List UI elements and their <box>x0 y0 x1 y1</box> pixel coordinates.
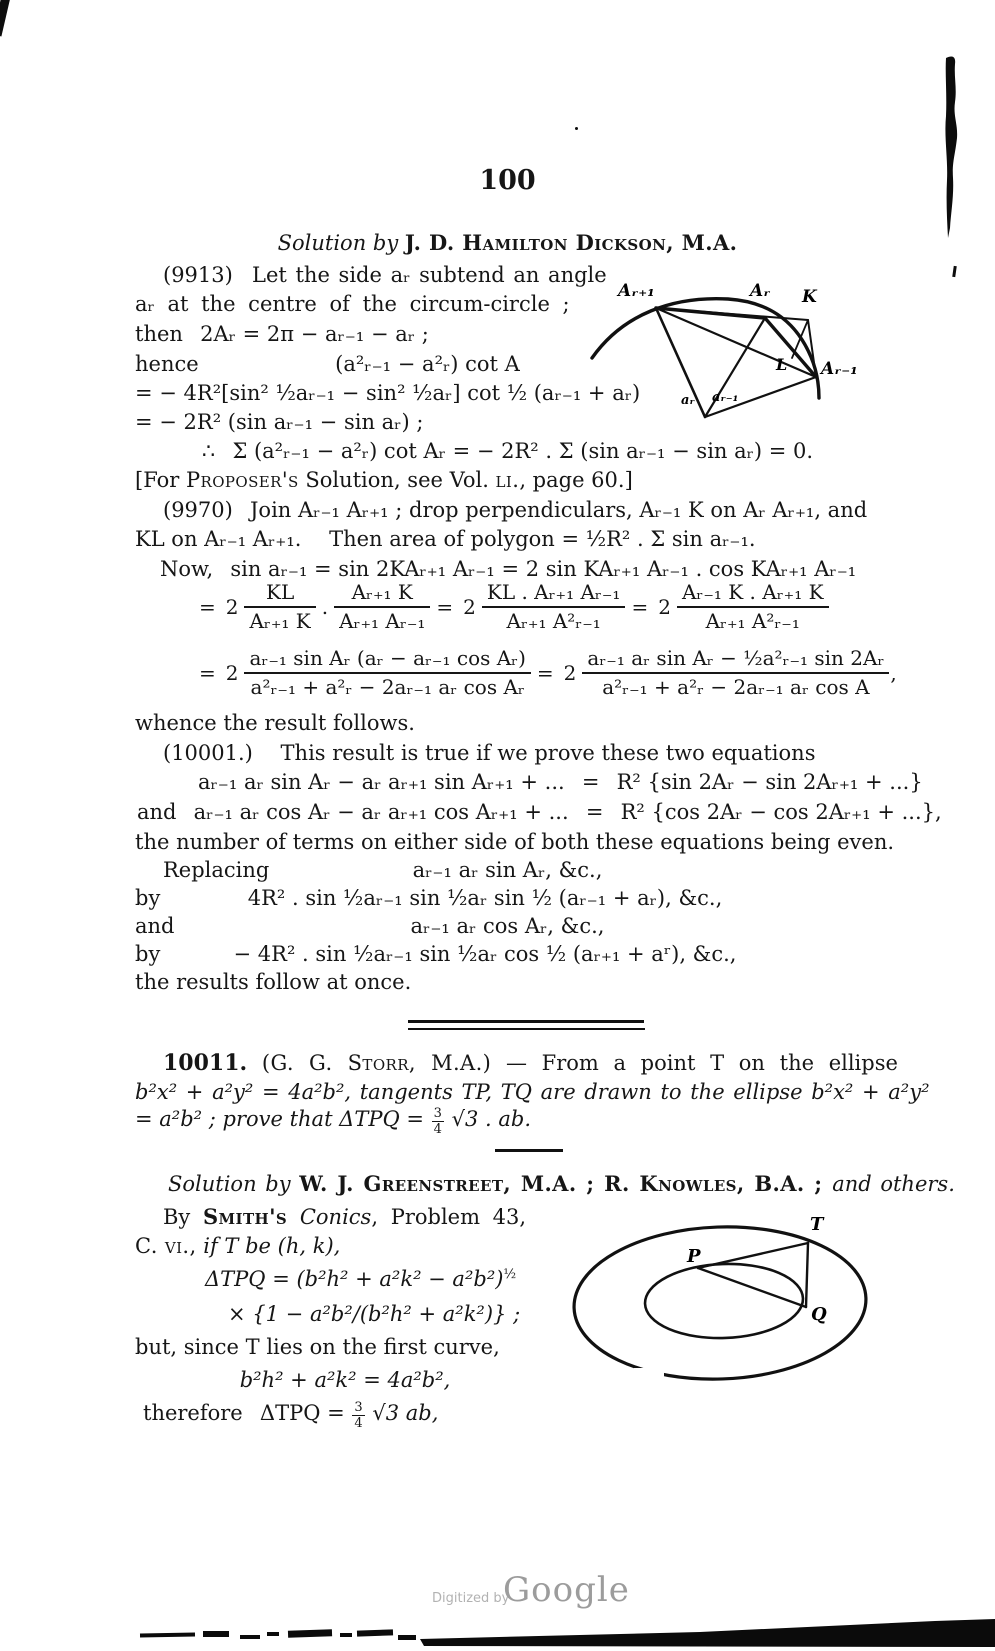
p1-post: , Problem 43, <box>371 1205 527 1229</box>
math-line: = − 2R² (sin aᵣ₋₁ − sin aᵣ) ; <box>135 410 424 434</box>
eq1-base: ΔTPQ = (b²h² + a²k² − a²b²) <box>205 1267 504 1291</box>
digitized-by-label: Digitized by <box>432 1591 510 1606</box>
ref-pre: [For <box>135 468 186 492</box>
math-row-hence <box>135 351 590 379</box>
vertex-label-a-r-plus-1: Aᵣ₊₁ <box>618 281 655 301</box>
fraction <box>244 581 315 633</box>
text-line: KL on Aᵣ₋₁ Aᵣ₊₁. Then area of polygon = ½R² . Σ sin aᵣ₋₁. <box>135 527 756 551</box>
math-line: = − 4R²[sin² ½aᵣ₋₁ − sin² ½aᵣ] cot ½ (aᵣ₋₁ + aᵣ) <box>135 381 641 405</box>
outer-ellipse <box>571 1222 868 1384</box>
math-line-conclusion: ∴ Σ (a²ᵣ₋₁ − a²ᵣ) cot Aᵣ = − 2R² . Σ (sin aᵣ₋₁ − sin aᵣ) = 0. <box>201 439 814 463</box>
vertex-label-k: K <box>802 287 817 307</box>
math-line: × {1 − a²b²/(b²h² + a²k²)} ; <box>228 1302 521 1326</box>
p4-pre: therefore ΔTPQ = <box>143 1401 352 1425</box>
byline-prefix: Solution by <box>168 1172 300 1196</box>
ref-mid: Solution, see Vol. <box>298 468 496 492</box>
vertex-label-l: L <box>776 355 788 374</box>
google-wordmark: Google <box>503 1570 630 1610</box>
byline-others: and others. <box>832 1172 955 1196</box>
replace-row-1 <box>135 857 880 885</box>
fraction <box>582 647 889 699</box>
tangent-t-q <box>806 1243 808 1307</box>
text-line <box>163 1204 526 1230</box>
line-k-l <box>792 320 808 358</box>
numerator: Aᵣ₊₁ K <box>351 580 413 604</box>
speck-artifact <box>575 127 578 130</box>
math-line <box>205 1266 516 1292</box>
point-label-t: T <box>810 1214 824 1235</box>
denominator: Aᵣ₊₁ Aᵣ₋₁ <box>334 606 430 633</box>
eq-pre: = a²b² ; prove that ΔTPQ = <box>135 1107 431 1131</box>
text-line: but, since T lies on the first curve, <box>135 1335 500 1359</box>
ink-streak-artifact <box>936 52 968 247</box>
double-rule-divider-bottom <box>408 1028 645 1031</box>
fraction <box>677 581 829 633</box>
fraction <box>334 581 430 633</box>
corner-mark-artifact <box>0 0 10 36</box>
scan-bar-artifact <box>0 1606 995 1651</box>
problem-heading <box>163 1050 898 1078</box>
row-math: 4R² . sin ½aᵣ₋₁ sin ½aᵣ sin ½ (aᵣ₋₁ + aᵣ), &c., <box>247 886 723 910</box>
point-label-q: Q <box>811 1304 827 1325</box>
row-math: − 4R² . sin ½aᵣ₋₁ sin ½aᵣ cos ½ (aᵣ₊₁ + aʳ), &c., <box>233 942 737 966</box>
numerator: KL <box>266 580 295 604</box>
ellipse-tangent-figure <box>548 1168 883 1413</box>
eq-equals: = 2 <box>536 661 577 685</box>
text-line: the number of terms on either side of both these equations being even. <box>135 830 895 854</box>
math-line: b²x² + a²y² = 4a²b², tangents TP, TQ are drawn to the ellipse b²x² + a²y² <box>135 1080 930 1104</box>
byline-author: J. D. Hamilton Dickson, M.A. <box>404 230 738 255</box>
page-number: 100 <box>479 165 536 196</box>
eq-post: √3 . ab. <box>444 1107 532 1131</box>
byline-9913 <box>135 230 880 256</box>
fraction <box>482 581 626 633</box>
numerator: 3 <box>433 1106 442 1121</box>
eq1-exponent: ½ <box>503 1267 517 1282</box>
ref-volume: li. <box>495 468 520 492</box>
text-line <box>135 1233 340 1259</box>
tangent-t-p <box>698 1243 808 1268</box>
row-label: and <box>135 914 175 938</box>
angle-label-a-r-minus-1: aᵣ₋₁ <box>712 390 739 405</box>
reference-line <box>135 467 633 493</box>
double-rule-divider-top <box>408 1020 644 1023</box>
conics-title: Conics <box>287 1205 372 1229</box>
replace-row-2 <box>135 885 880 913</box>
problem-author: (G. G. Storr, M.A.) <box>261 1051 492 1075</box>
denominator: 4 <box>354 1416 363 1431</box>
ref-proposer: Proposer's <box>185 468 299 492</box>
inner-ellipse <box>644 1261 804 1340</box>
circle-polygon-figure <box>578 262 888 434</box>
denominator: a²ᵣ₋₁ + a²ᵣ − 2aᵣ₋₁ aᵣ cos Aᵣ <box>244 672 530 699</box>
eq-dot: . <box>321 595 329 619</box>
hand-drawn-gap <box>634 1368 664 1384</box>
byline-prefix: Solution by <box>277 231 405 255</box>
fraction <box>244 647 530 699</box>
row-label: Replacing <box>163 858 270 882</box>
math-line <box>143 1400 438 1430</box>
row-math: aᵣ₋₁ aᵣ cos Aᵣ, &c., <box>410 914 605 938</box>
vertex-label-a-r-minus-1: Aᵣ₋₁ <box>821 359 858 379</box>
denominator: Aᵣ₊₁ K <box>244 606 315 633</box>
math-line: aᵣ₋₁ aᵣ sin Aᵣ − aᵣ aᵣ₊₁ sin Aᵣ₊₁ + ... = R² {sin 2Aᵣ − sin 2Aᵣ₊₁ + ...} <box>198 770 923 794</box>
text-line: (9913) Let the side aᵣ subtend an angle <box>163 263 607 287</box>
eq-comma: , <box>890 661 897 685</box>
denominator: Aᵣ₊₁ A²ᵣ₋₁ <box>677 606 829 633</box>
smith-name: Smith's <box>202 1204 288 1229</box>
replace-row-3 <box>135 913 880 941</box>
vertex-label-a-r: Aᵣ <box>750 281 771 301</box>
math-line <box>135 1106 531 1136</box>
numerator: KL . Aᵣ₊₁ Aᵣ₋₁ <box>486 580 621 604</box>
eq-pre: = 2 <box>199 661 239 685</box>
row-label: by <box>135 942 161 966</box>
row-math: aᵣ₋₁ aᵣ sin Aᵣ, &c., <box>412 858 603 882</box>
p1-pre: By <box>163 1205 203 1229</box>
math-line: then 2Aᵣ = 2π − aᵣ₋₁ − aᵣ ; <box>135 322 429 346</box>
small-fraction <box>352 1401 364 1430</box>
p2-rest: if T be (h, k), <box>196 1234 341 1258</box>
p4-post: √3 ab, <box>365 1401 439 1425</box>
row-label: by <box>135 886 161 910</box>
fraction-equation-2 <box>196 647 900 699</box>
numerator: Aᵣ₋₁ K . Aᵣ₊₁ K <box>681 580 824 604</box>
short-rule-divider <box>495 1149 563 1152</box>
math-line: and aᵣ₋₁ aᵣ cos Aᵣ − aᵣ aᵣ₊₁ cos Aᵣ₊₁ + ... = R² {cos 2Aᵣ − cos 2Aᵣ₊₁ + ...}, <box>137 800 942 824</box>
eq-pre: = 2 <box>199 595 239 619</box>
denominator: Aᵣ₊₁ A²ᵣ₋₁ <box>482 606 626 633</box>
math-line: b²h² + a²k² = 4a²b², <box>239 1368 451 1392</box>
numerator: 3 <box>354 1400 363 1415</box>
problem-number: 10011. <box>163 1050 248 1076</box>
math-line: Now, sin aᵣ₋₁ = sin 2KAᵣ₊₁ Aᵣ₋₁ = 2 sin KAᵣ₊₁ Aᵣ₋₁ . cos KAᵣ₊₁ Aᵣ₋₁ <box>160 557 857 581</box>
ref-post: , page 60.] <box>519 468 633 492</box>
margin-tick-artifact <box>952 266 957 277</box>
point-label-p: P <box>687 1246 701 1267</box>
byline-authors: W. J. Greenstreet, M.A. ; R. Knowles, B.A. ; <box>299 1171 833 1196</box>
small-fraction <box>432 1107 444 1136</box>
text-line: aᵣ at the centre of the circum-circle ; <box>135 292 570 316</box>
angle-label-a-r: aᵣ <box>681 393 695 408</box>
numerator: aᵣ₋₁ aᵣ sin Aᵣ − ½a²ᵣ₋₁ sin 2Aᵣ <box>587 646 885 670</box>
text-line: (10001.) This result is true if we prove these two equations <box>163 741 816 765</box>
hence-label: hence <box>135 352 199 376</box>
fraction-equation-1 <box>196 581 832 633</box>
eq-equals: = 2 <box>436 595 476 619</box>
chord-p-q <box>698 1268 806 1307</box>
text-line: the results follow at once. <box>135 970 412 994</box>
denominator: a²ᵣ₋₁ + a²ᵣ − 2aᵣ₋₁ aᵣ cos A <box>582 672 889 699</box>
denominator: 4 <box>433 1122 442 1137</box>
hence-math: (a²ᵣ₋₁ − a²ᵣ) cot A <box>335 352 520 376</box>
numerator: aᵣ₋₁ sin Aᵣ (aᵣ − aᵣ₋₁ cos Aᵣ) <box>249 646 526 670</box>
eq-equals: = 2 <box>631 595 671 619</box>
replace-row-4 <box>135 941 880 969</box>
chapter-ref: C. vi., <box>135 1234 197 1258</box>
text-line: (9970) Join Aᵣ₋₁ Aᵣ₊₁ ; drop perpendiculars, Aᵣ₋₁ K on Aᵣ Aᵣ₊₁, and <box>163 498 868 522</box>
text-line: whence the result follows. <box>135 711 415 735</box>
problem-intro: — From a point T on the ellipse <box>491 1051 898 1075</box>
